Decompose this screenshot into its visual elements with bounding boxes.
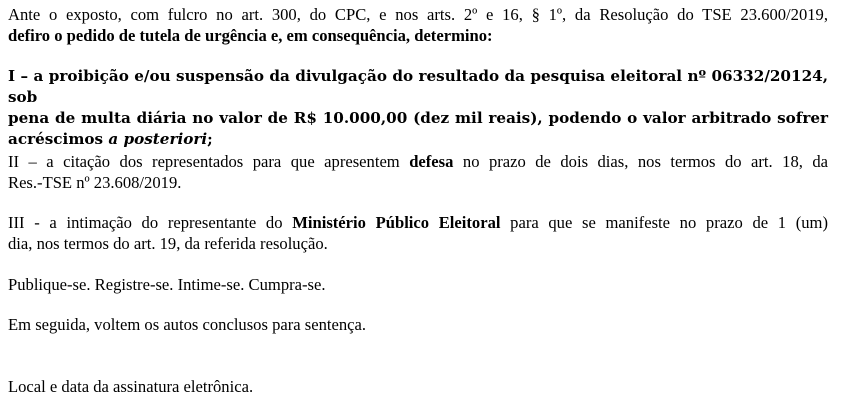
conclusion-text: Ante o exposto, com fulcro no art. 300, do CPC, e nos arts. 2º e 16, § 1º, da Resolução do TSE 23.600/2019, bbox=[8, 5, 828, 24]
item-iii-line-1 bbox=[8, 212, 828, 233]
paragraph-publication bbox=[8, 274, 828, 295]
item-i-italic-term: a posteriori bbox=[108, 130, 208, 148]
decision-statement: defiro o pedido de tutela de urgência e, em consequência, determino: bbox=[8, 26, 493, 45]
item-iii-text-end: para que se manifeste no prazo de 1 (um) bbox=[500, 213, 828, 232]
publication-text: Publique-se. Registre-se. Intime-se. Cumpra-se. bbox=[8, 275, 326, 294]
paragraph-item-iii bbox=[8, 212, 828, 254]
item-i-text-1: I – a proibição e/ou suspensão da divulgação do resultado da pesquisa eleitoral nº 06332/20124, sob bbox=[8, 67, 828, 106]
item-ii-line-2 bbox=[8, 172, 828, 193]
publication-line bbox=[8, 274, 828, 295]
paragraph-item-i bbox=[8, 66, 828, 150]
item-i-text-3-end: ; bbox=[207, 130, 213, 148]
item-ii-bold-term: defesa bbox=[409, 152, 454, 171]
next-steps-text: Em seguida, voltem os autos conclusos para sentença. bbox=[8, 315, 367, 334]
item-iii-line-2 bbox=[8, 233, 828, 254]
item-i-text-3: acréscimos bbox=[8, 130, 109, 148]
paragraph-conclusion-line-1 bbox=[8, 4, 828, 25]
item-i-text-2: pena de multa diária no valor de R$ 10.000,00 (dez mil reais), podendo o valor arbitrado sofrer bbox=[8, 109, 828, 127]
item-iii-text-start: III - a intimação do representante do bbox=[8, 213, 293, 232]
item-ii-text-2: Res.-TSE nº 23.608/2019. bbox=[8, 173, 182, 192]
item-iii-text-2: dia, nos termos do art. 19, da referida resolução. bbox=[8, 234, 328, 253]
item-ii-text-end: no prazo de dois dias, nos termos do art. 18, da bbox=[453, 152, 829, 171]
paragraph-item-ii bbox=[8, 151, 828, 193]
item-i-line-2 bbox=[8, 108, 828, 129]
paragraph-next-steps bbox=[8, 314, 828, 335]
signature-note-text: Local e data da assinatura eletrônica. bbox=[8, 377, 254, 396]
signature-note-line bbox=[8, 376, 828, 397]
paragraph-conclusion-line-2 bbox=[8, 25, 828, 46]
paragraph-conclusion bbox=[8, 4, 828, 46]
item-ii-text-start: II – a citação dos representados para que apresentem bbox=[8, 152, 410, 171]
item-i-line-3 bbox=[8, 129, 828, 150]
next-steps-line bbox=[8, 314, 828, 335]
paragraph-signature-note bbox=[8, 376, 828, 397]
item-iii-bold-term: Ministério Público Eleitoral bbox=[292, 213, 501, 232]
item-i-line-1 bbox=[8, 66, 828, 108]
item-ii-line-1 bbox=[8, 151, 828, 172]
